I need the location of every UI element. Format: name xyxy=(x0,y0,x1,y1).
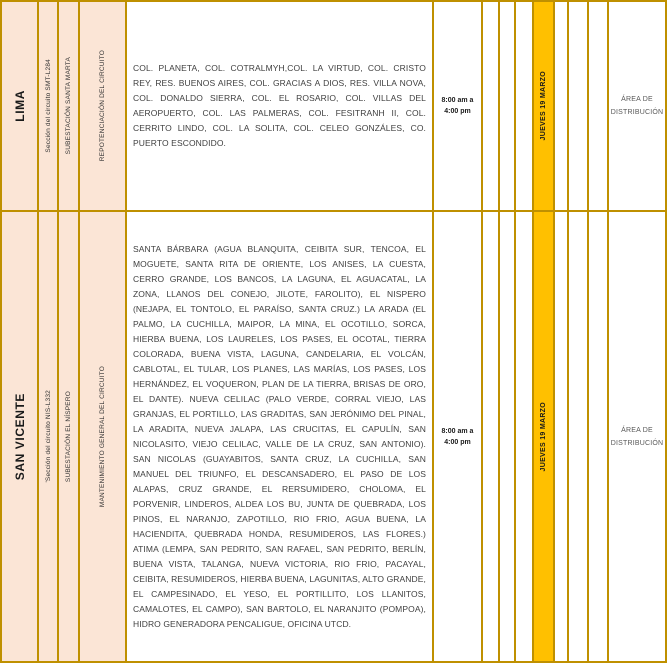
work-type-cell-san-vicente xyxy=(80,212,125,661)
time-end: 4:00 pm xyxy=(444,438,471,446)
circuit-section-cell-san-vicente xyxy=(39,212,57,661)
day-cell-empty xyxy=(589,212,607,661)
day-label: JUEVES 19 MARZO xyxy=(540,401,547,472)
region-label: SAN VICENTE xyxy=(12,392,27,481)
affected-areas-text: COL. PLANETA, COL. COTRALMYH,COL. LA VIRTUD, COL. CRISTO REY, RES. BUENOS AIRES, COL. GRACIAS A DIOS, RES. VILLA NOVA, COL. DONALDO SIERRA, COL. EL ROSARIO, COL. VILLAS DEL AEROPUERTO, COL. LAS PALMERAS, COL. FESITRANH II, COL. CERRITO LINDO, COL. LA SOLITA, COL. CELEO GONZÁLES, CO. PUERTO ESCONDIDO. xyxy=(133,63,426,148)
day-cell-empty xyxy=(589,2,607,210)
time-cell-san-vicente xyxy=(434,212,481,661)
region-label: LIMA xyxy=(12,90,27,122)
substation-cell-lima xyxy=(59,2,78,210)
time-cell-lima xyxy=(434,2,481,210)
day-cell-empty xyxy=(516,2,532,210)
time-start: 8:00 am a xyxy=(441,427,474,435)
day-cell-empty xyxy=(500,212,514,661)
substation-cell-san-vicente xyxy=(59,212,78,661)
circuit-section-label: Sección del circuito SMT-L284 xyxy=(44,59,52,153)
substation-label: SUBESTACIÓN SANTA MARTA xyxy=(65,57,72,155)
distribution-area-cell-lima xyxy=(609,2,665,210)
circuit-section-cell-lima xyxy=(39,2,57,210)
distribution-area-cell-san-vicente xyxy=(609,212,665,661)
time-start: 8:00 am a xyxy=(441,97,474,104)
day-label: JUEVES 19 MARZO xyxy=(540,71,547,141)
highlighted-day-cell-san-vicente xyxy=(534,212,553,661)
affected-areas-cell-lima xyxy=(127,2,432,210)
day-cell-empty xyxy=(555,2,567,210)
affected-areas-cell-san-vicente xyxy=(127,212,432,661)
work-type-label: REPOTENCIACIÓN DEL CIRCUITO xyxy=(99,50,106,162)
highlighted-day-cell-lima xyxy=(534,2,553,210)
day-cell-empty xyxy=(516,212,532,661)
day-cell-empty xyxy=(555,212,567,661)
work-type-cell-lima xyxy=(80,2,125,210)
distribution-area-label: ÁREA DE DISTRIBUCIÓN xyxy=(610,96,664,116)
substation-label: SUBESTACIÓN EL NÍSPERO xyxy=(65,390,72,483)
day-cell-empty xyxy=(483,2,498,210)
distribution-area-label: ÁREA DE DISTRIBUCIÓN xyxy=(610,426,664,447)
day-cell-empty xyxy=(569,2,587,210)
affected-areas-text: SANTA BÁRBARA (AGUA BLANQUITA, CEIBITA SUR, TENCOA, EL MOGUETE, SANTA RITA DE ORIENTE, LOS ANISES, LA CUESTA, CERRO GRANDE, LOS BANCOS, LA LAGUNA, EL AGUACATAL, LA ZONA, LLANOS DEL CONEJO, JILOTE, FAROLITO), EL NISPERO (NEJAPA, EL TONTOLO, EL PARAÍSO, SANTA CRUZ.) LA ARADA (EL PALMO, LA CUCHILLA, MAIPOR, LA MINA, EL OCOTILLO, SORCA, HIERBA BUENA, LOS LAURELES, LOS PASES, EL OCOTAL, TIERRA COLORADA, BUENA VISTA, LAGUNA, CANDELARIA, EL VOLCÁN, CABLOTAL, EL TULAR, LOS PLANES, LAS MARÍAS, LOS PASES, LOS HERNÁNDEZ, EL VOQUERON, PLAN DE LA TIERRA, BRISAS DE ORO, EL DANTE). NUEVA CELILAC (PALO VERDE, CORRAL VIEJO, LAS GRANJAS, EL PORTILLO, LAS GRADITAS, SAN JERÓNIMO DEL PINAL, LA ARADITA, NUEVA JALAPA, LAS CRUCITAS, EL CAPULÍN, SAN NICOLASITO, VIEJO CELILAC, VALLE DE LA CRUZ, SAN ANTONIO). SAN NICOLAS (GUAYABITOS, SANTA CRUZ, LA CUCHILLA, SAN MANUEL DEL TRIUNFO, EL DESCANSADERO, EL PASO DE LOS ALAPAS, CRUZ GRANDE, EL RERSUMIDERO, CHOLOMA, EL PORVENIR, LINDEROS, ALDEA LOS BU, JUNTA DE QUEBRADA, LOS PINOS, EL NARANJO, ZAPOTILLO, RIO FRIO, AGUA BUENA, LA HACIENDITA, QUEBRADA HONDA, RESUMIDEROS, LAS FLORES.) ATIMA (LEMPA, SAN PEDRITO, SAN RAFAEL, SAN PEDRITO, BERLÍN, BUENA VISTA, TALANGA, NUEVA VICTORIA, RIO FRIO, PACAYAL, CEIBITA, RESUMIDEROS, HIERBA BUENA, LAGUNITAS, ALTO GRANDE, EL CAMPESINADO, EL YESO, EL PORTILLITO, LOS LLANITOS, CAMALOTES, EL CAMPO), SAN BARTOLO, EL NARANJITO (POMPOA), HIDRO GENERADORA PENCALIGUE, OFICINA UTCD. xyxy=(133,243,426,629)
day-cell-empty xyxy=(500,2,514,210)
day-cell-empty xyxy=(483,212,498,661)
time-end: 4:00 pm xyxy=(444,108,471,115)
day-cell-empty xyxy=(569,212,587,661)
region-cell-san-vicente xyxy=(2,212,37,661)
region-cell-lima xyxy=(2,2,37,210)
work-type-label: MANTENIMIENTO GENERAL DEL CIRCUITO xyxy=(99,365,106,508)
circuit-section-label: 'Sección del circuito NIS-L332 xyxy=(44,390,52,483)
